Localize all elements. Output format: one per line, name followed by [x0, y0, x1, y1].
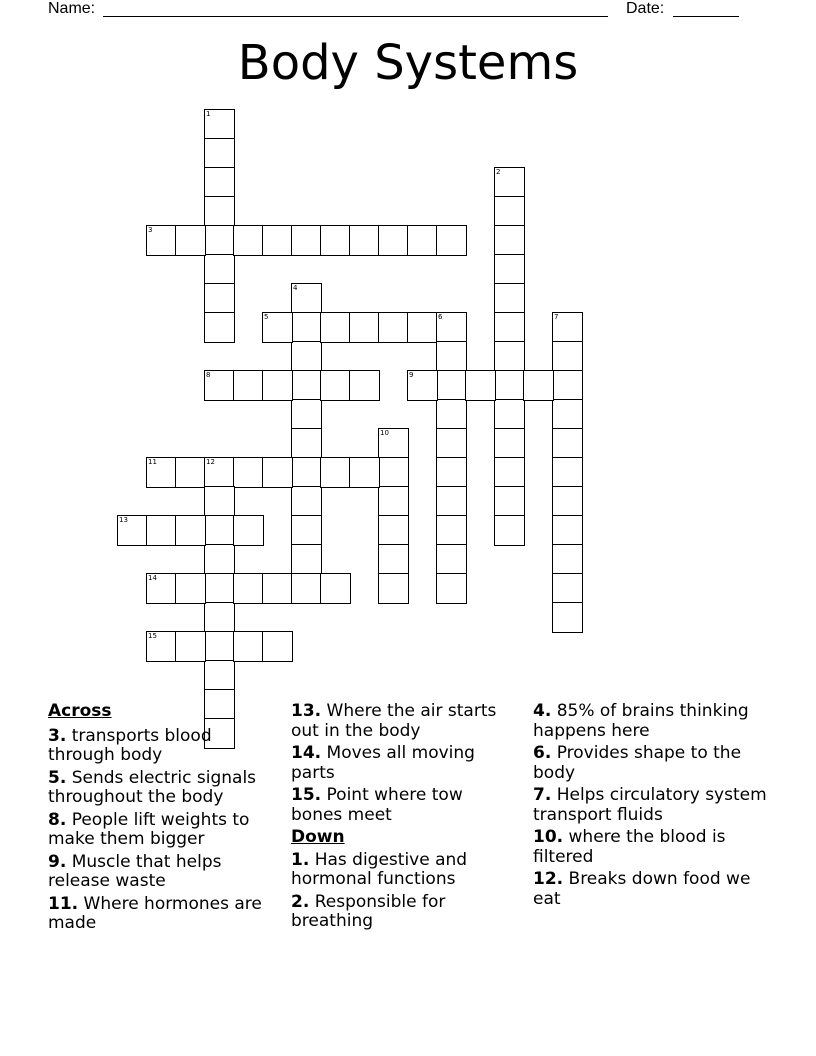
grid-cell[interactable]: [204, 283, 235, 314]
clue-across-15: 15. Point where tow bones meet: [291, 785, 463, 825]
clue-down-10: 10. where the blood is filtered: [533, 827, 726, 867]
grid-cell[interactable]: [291, 399, 322, 430]
grid-cell[interactable]: [291, 370, 322, 401]
grid-cell[interactable]: [146, 515, 177, 546]
clue-down-2: 2. Responsible for breathing: [291, 891, 446, 931]
clue-number: 9: [409, 371, 414, 379]
clue-number: 7: [554, 313, 559, 321]
grid-cell[interactable]: [552, 341, 583, 372]
down-heading: Down: [291, 827, 345, 847]
grid-cell[interactable]: [262, 573, 293, 604]
grid-cell[interactable]: [291, 515, 322, 546]
grid-cell[interactable]: [320, 573, 351, 604]
clue-number: 1: [206, 110, 211, 118]
grid-cell[interactable]: [204, 515, 235, 546]
grid-cell[interactable]: [204, 573, 235, 604]
clue-number: 13: [119, 516, 128, 524]
clue-across-9: 9. Muscle that helps release waste: [48, 851, 222, 891]
grid-cell[interactable]: [552, 428, 583, 459]
grid-cell[interactable]: [233, 370, 264, 401]
clue-number: 8: [206, 371, 211, 379]
clue-down-12: 12. Breaks down food we eat: [533, 869, 751, 909]
clue-across-11: 11. Where hormones are made: [48, 893, 262, 933]
grid-cell[interactable]: [378, 428, 409, 459]
grid-cell[interactable]: [291, 428, 322, 459]
grid-cell[interactable]: [117, 515, 148, 546]
grid-cell[interactable]: [552, 399, 583, 430]
clue-across-3: 3. transports blood through body: [48, 725, 212, 765]
name-label: Name:: [48, 0, 96, 17]
grid-cell[interactable]: [436, 370, 467, 401]
grid-cell[interactable]: [291, 573, 322, 604]
grid-cell[interactable]: [320, 457, 351, 488]
grid-cell[interactable]: [349, 457, 380, 488]
clues-column-3: [533, 702, 769, 912]
grid-cell[interactable]: [204, 254, 235, 285]
grid-cell[interactable]: [494, 486, 525, 517]
grid-cell[interactable]: [262, 457, 293, 488]
grid-cell[interactable]: [175, 631, 206, 662]
grid-cell[interactable]: [494, 225, 525, 256]
grid-cell[interactable]: [436, 312, 467, 343]
grid-cell[interactable]: [407, 312, 438, 343]
grid-cell[interactable]: [436, 544, 467, 575]
grid-cell[interactable]: [175, 457, 206, 488]
grid-cell[interactable]: [436, 428, 467, 459]
grid-cell[interactable]: [291, 544, 322, 575]
date-label: Date:: [626, 0, 665, 17]
grid-cell[interactable]: [552, 486, 583, 517]
grid-cell[interactable]: [378, 573, 409, 604]
grid-cell[interactable]: [378, 457, 409, 488]
grid-cell[interactable]: [204, 138, 235, 169]
grid-cell[interactable]: [349, 312, 380, 343]
grid-cell[interactable]: [407, 225, 438, 256]
grid-cell[interactable]: [262, 631, 293, 662]
clue-number: 12: [206, 458, 215, 466]
grid-cell[interactable]: [349, 370, 380, 401]
clue-across-5: 5. Sends electric signals throughout the body: [48, 767, 257, 807]
grid-cell[interactable]: [494, 399, 525, 430]
grid-cell[interactable]: [204, 225, 235, 256]
grid-cell[interactable]: [378, 544, 409, 575]
grid-cell[interactable]: [465, 370, 496, 401]
grid-cell[interactable]: [349, 225, 380, 256]
grid-cell[interactable]: [494, 312, 525, 343]
clue-number: 14: [148, 574, 157, 582]
grid-cell[interactable]: [204, 167, 235, 198]
grid-cell[interactable]: [291, 225, 322, 256]
clue-number: 5: [264, 313, 269, 321]
grid-cell[interactable]: [494, 341, 525, 372]
grid-cell[interactable]: [262, 225, 293, 256]
grid-cell[interactable]: [204, 457, 235, 488]
grid-cell[interactable]: [552, 544, 583, 575]
page-title: Body Systems: [237, 35, 579, 91]
grid-cell[interactable]: [146, 225, 177, 256]
grid-cell[interactable]: [233, 573, 264, 604]
grid-cell[interactable]: [204, 312, 235, 343]
clues-column-2: [291, 702, 519, 935]
grid-cell[interactable]: [204, 109, 235, 140]
grid-cell[interactable]: [204, 631, 235, 662]
grid-cell[interactable]: [378, 515, 409, 546]
grid-cell[interactable]: [146, 631, 177, 662]
grid-cell[interactable]: [175, 515, 206, 546]
grid-cell[interactable]: [436, 225, 467, 256]
grid-cell[interactable]: [436, 457, 467, 488]
grid-cell[interactable]: [233, 515, 264, 546]
clue-number: 3: [148, 226, 153, 234]
grid-cell[interactable]: [523, 370, 554, 401]
grid-cell[interactable]: [204, 602, 235, 633]
grid-cell[interactable]: [378, 225, 409, 256]
grid-cell[interactable]: [436, 515, 467, 546]
grid-cell[interactable]: [494, 457, 525, 488]
grid-cell[interactable]: [204, 660, 235, 691]
grid-cell[interactable]: [552, 573, 583, 604]
clue-across-13: 13. Where the air starts out in the body: [291, 701, 497, 741]
grid-cell[interactable]: [204, 486, 235, 517]
grid-cell[interactable]: [291, 486, 322, 517]
clue-down-7: 7. Helps circulatory system transport fluids: [533, 785, 767, 825]
clue-across-14: 14. Moves all moving parts: [291, 743, 475, 783]
clue-number: 2: [496, 168, 501, 176]
clue-number: 6: [438, 313, 443, 321]
grid-cell[interactable]: [320, 370, 351, 401]
grid-cell[interactable]: [146, 573, 177, 604]
grid-cell[interactable]: [262, 312, 293, 343]
grid-cell[interactable]: [494, 167, 525, 198]
grid-cell[interactable]: [175, 573, 206, 604]
grid-cell[interactable]: [320, 225, 351, 256]
grid-cell[interactable]: [552, 370, 583, 401]
clue-number: 4: [293, 284, 298, 292]
clue-number: 15: [148, 632, 157, 640]
grid-cell[interactable]: [291, 341, 322, 372]
grid-cell[interactable]: [233, 631, 264, 662]
grid-cell[interactable]: [552, 457, 583, 488]
grid-cell[interactable]: [204, 370, 235, 401]
grid-cell[interactable]: [436, 399, 467, 430]
grid-cell[interactable]: [552, 312, 583, 343]
clues-column-1: [48, 702, 276, 937]
grid-cell[interactable]: [175, 225, 206, 256]
grid-cell[interactable]: [233, 457, 264, 488]
grid-cell[interactable]: [378, 486, 409, 517]
grid-cell[interactable]: [291, 312, 322, 343]
grid-cell[interactable]: [436, 486, 467, 517]
grid-cell[interactable]: [494, 370, 525, 401]
grid-cell[interactable]: [552, 602, 583, 633]
grid-cell[interactable]: [494, 515, 525, 546]
grid-cell[interactable]: [494, 283, 525, 314]
grid-cell[interactable]: [204, 196, 235, 227]
grid-cell[interactable]: [407, 370, 438, 401]
grid-cell[interactable]: [320, 312, 351, 343]
across-heading: Across: [48, 701, 112, 721]
grid-cell[interactable]: [494, 196, 525, 227]
clue-number: 10: [380, 429, 389, 437]
clue-down-6: 6. Provides shape to the body: [533, 743, 742, 783]
grid-cell[interactable]: [436, 341, 467, 372]
clue-number: 11: [148, 458, 157, 466]
grid-cell[interactable]: [233, 225, 264, 256]
grid-cell[interactable]: [494, 254, 525, 285]
grid-cell[interactable]: [552, 515, 583, 546]
grid-cell[interactable]: [436, 573, 467, 604]
grid-cell[interactable]: [204, 544, 235, 575]
grid-cell[interactable]: [291, 283, 322, 314]
grid-cell[interactable]: [378, 312, 409, 343]
grid-cell[interactable]: [291, 457, 322, 488]
clue-down-4: 4. 85% of brains thinking happens here: [533, 701, 749, 741]
clue-down-1: 1. Has digestive and hormonal functions: [291, 849, 468, 889]
grid-cell[interactable]: [262, 370, 293, 401]
grid-cell[interactable]: [494, 428, 525, 459]
grid-cell[interactable]: [146, 457, 177, 488]
clue-across-8: 8. People lift weights to make them bigger: [48, 809, 250, 849]
